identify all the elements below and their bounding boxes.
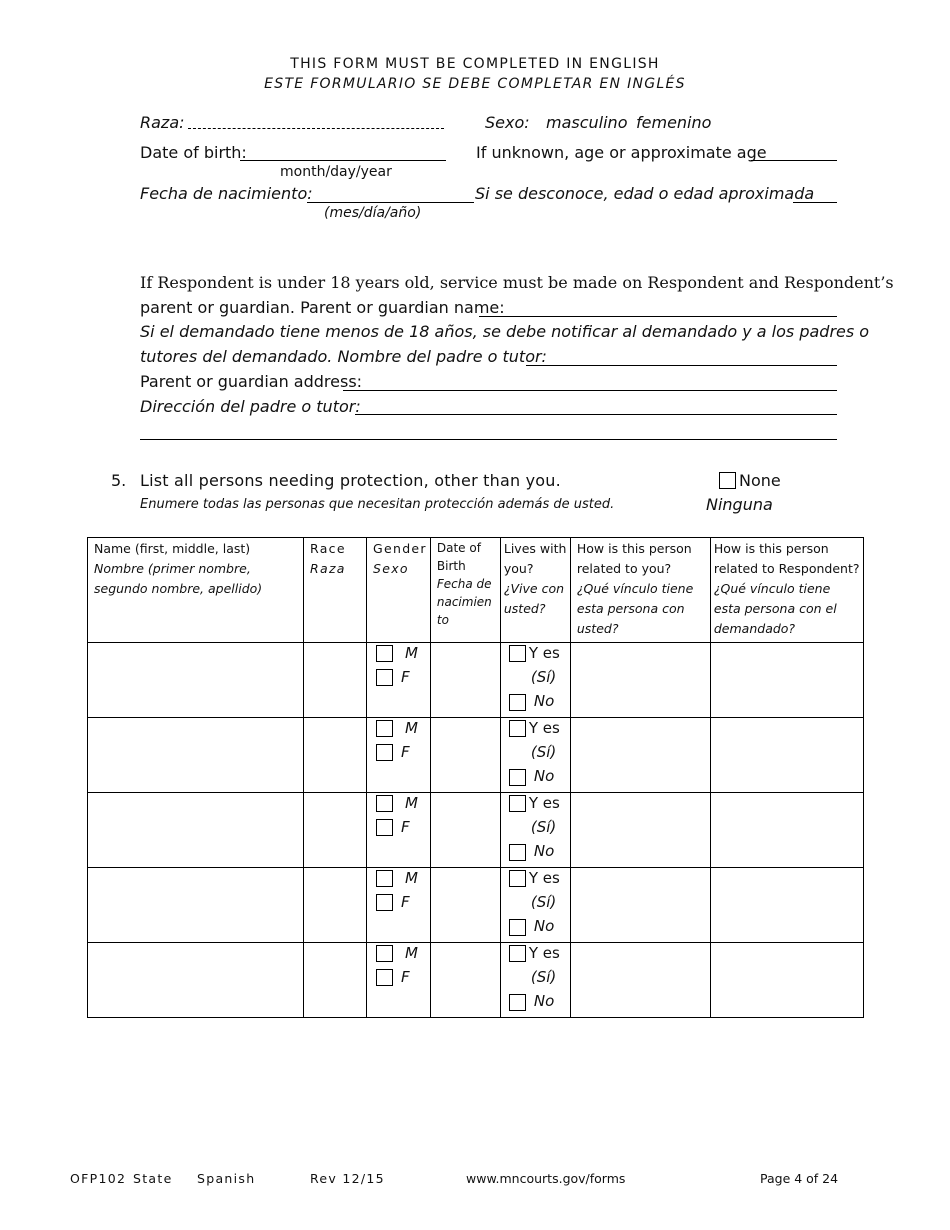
dob-label: Date of birth: bbox=[140, 143, 247, 162]
footer-form-number: OFP102 bbox=[70, 1171, 127, 1186]
lives-cell bbox=[500, 943, 570, 1018]
minor-notice-es: Si el demandado tiene menos de 18 años, se debe notificar al demandado y a los padres o bbox=[140, 322, 870, 341]
footer-state: State bbox=[133, 1171, 173, 1186]
guardian-name-label: parent or guardian. Parent or guardian name: bbox=[140, 298, 505, 317]
name-cell[interactable] bbox=[88, 643, 304, 718]
gender-m-label: M bbox=[405, 944, 418, 962]
gender-f-checkbox[interactable] bbox=[376, 744, 393, 761]
lives-cell bbox=[500, 793, 570, 868]
lives-cell bbox=[500, 643, 570, 718]
sexo-masculino-option[interactable]: masculino bbox=[546, 113, 628, 132]
table-header-row bbox=[88, 538, 864, 643]
fecha-label: Fecha de nacimiento: bbox=[140, 184, 313, 203]
header-related-you-en: How is this person related to you? bbox=[576, 541, 692, 576]
related-you-cell[interactable] bbox=[570, 868, 710, 943]
lives-no-checkbox[interactable] bbox=[509, 919, 526, 936]
guardian-address-label: Parent or guardian address: bbox=[140, 372, 363, 391]
guardian-name-es-label: tutores del demandado. Nombre del padre o tutor: bbox=[140, 347, 547, 366]
guardian-address-es-label: Dirección del padre o tutor: bbox=[140, 397, 361, 416]
guardian-address-extra-line[interactable] bbox=[140, 439, 837, 440]
header-related-you-es: ¿Qué vínculo tiene esta persona con usted? bbox=[576, 581, 694, 636]
guardian-address-input-line[interactable] bbox=[343, 390, 837, 391]
header-lives-es: ¿Vive con usted? bbox=[503, 581, 565, 616]
header-lives bbox=[500, 538, 570, 643]
header-name-es: Nombre (primer nombre, segundo nombre, apellido) bbox=[94, 561, 263, 596]
name-cell[interactable] bbox=[88, 793, 304, 868]
related-you-cell[interactable] bbox=[570, 943, 710, 1018]
header-race-es: Raza bbox=[310, 561, 346, 576]
fecha-hint: (mes/día/año) bbox=[324, 205, 422, 221]
related-you-cell[interactable] bbox=[570, 793, 710, 868]
raza-input-line[interactable] bbox=[188, 128, 444, 129]
lives-si-label: (Sí) bbox=[530, 743, 557, 761]
gender-cell bbox=[367, 643, 431, 718]
footer-language: Spanish bbox=[197, 1171, 256, 1186]
unknown-age-input-line[interactable] bbox=[751, 160, 837, 161]
lives-yes-checkbox[interactable] bbox=[509, 720, 526, 737]
lives-si-label: (Sí) bbox=[530, 968, 557, 986]
gender-f-checkbox[interactable] bbox=[376, 669, 393, 686]
gender-m-label: M bbox=[405, 719, 418, 737]
header-gender-en: Gender bbox=[373, 541, 427, 556]
gender-f-checkbox[interactable] bbox=[376, 894, 393, 911]
gender-f-checkbox[interactable] bbox=[376, 819, 393, 836]
lives-yes-checkbox[interactable] bbox=[509, 795, 526, 812]
lives-yes-label: Y es bbox=[528, 869, 560, 887]
header-related-respondent-es: ¿Qué vínculo tiene esta persona con el demandado? bbox=[713, 581, 837, 636]
name-cell[interactable] bbox=[88, 943, 304, 1018]
persons-table bbox=[87, 537, 864, 1018]
gender-m-checkbox[interactable] bbox=[376, 645, 393, 662]
related-respondent-cell[interactable] bbox=[710, 718, 863, 793]
gender-cell bbox=[367, 943, 431, 1018]
header-race-en: Race bbox=[310, 541, 346, 556]
lives-no-checkbox[interactable] bbox=[509, 694, 526, 711]
lives-cell bbox=[500, 868, 570, 943]
lives-yes-label: Y es bbox=[528, 944, 560, 962]
gender-f-checkbox[interactable] bbox=[376, 969, 393, 986]
lives-yes-label: Y es bbox=[528, 644, 560, 662]
lives-no-label: No bbox=[533, 992, 555, 1010]
dob-cell[interactable] bbox=[430, 868, 500, 943]
lives-no-label: No bbox=[533, 767, 555, 785]
sexo-femenino-option[interactable]: femenino bbox=[636, 113, 712, 132]
lives-yes-checkbox[interactable] bbox=[509, 945, 526, 962]
lives-cell bbox=[500, 718, 570, 793]
gender-f-label: F bbox=[401, 893, 410, 911]
gender-m-label: M bbox=[405, 644, 418, 662]
none-checkbox[interactable] bbox=[719, 472, 736, 489]
related-respondent-cell[interactable] bbox=[710, 943, 863, 1018]
edad-label: Si se desconoce, edad o edad aproximada bbox=[475, 184, 815, 203]
table-row bbox=[88, 643, 864, 718]
ninguna-label: Ninguna bbox=[706, 495, 773, 514]
lives-no-checkbox[interactable] bbox=[509, 769, 526, 786]
section-number: 5. bbox=[111, 471, 127, 490]
name-cell[interactable] bbox=[88, 868, 304, 943]
sexo-label: Sexo: bbox=[485, 113, 530, 132]
lives-si-label: (Sí) bbox=[530, 893, 557, 911]
race-cell[interactable] bbox=[304, 793, 367, 868]
footer-url[interactable]: www.mncourts.gov/forms bbox=[466, 1171, 626, 1186]
minor-notice-en: If Respondent is under 18 years old, service must be made on Respondent and Respondent’s bbox=[140, 273, 894, 292]
dob-cell[interactable] bbox=[430, 793, 500, 868]
header-race bbox=[304, 538, 367, 643]
lives-yes-checkbox[interactable] bbox=[509, 645, 526, 662]
header-gender-es: Sexo bbox=[373, 561, 409, 576]
race-cell[interactable] bbox=[304, 718, 367, 793]
header-gender bbox=[367, 538, 431, 643]
lives-no-label: No bbox=[533, 692, 555, 710]
header-related-you bbox=[570, 538, 710, 643]
table-row bbox=[88, 943, 864, 1018]
dob-cell[interactable] bbox=[430, 718, 500, 793]
header-english: THIS FORM MUST BE COMPLETED IN ENGLISH bbox=[290, 56, 660, 72]
header-related-respondent bbox=[710, 538, 863, 643]
header-name-en: Name (first, middle, last) bbox=[94, 541, 251, 556]
unknown-age-label: If unknown, age or approximate age bbox=[476, 143, 767, 162]
lives-yes-checkbox[interactable] bbox=[509, 870, 526, 887]
section-title: List all persons needing protection, other than you. bbox=[140, 471, 561, 490]
gender-m-checkbox[interactable] bbox=[376, 795, 393, 812]
header-name bbox=[88, 538, 304, 643]
related-respondent-cell[interactable] bbox=[710, 868, 863, 943]
gender-f-label: F bbox=[401, 968, 410, 986]
lives-yes-label: Y es bbox=[528, 719, 560, 737]
related-respondent-cell[interactable] bbox=[710, 793, 863, 868]
gender-cell bbox=[367, 868, 431, 943]
gender-cell bbox=[367, 718, 431, 793]
none-label: None bbox=[739, 471, 781, 490]
race-cell[interactable] bbox=[304, 943, 367, 1018]
gender-m-checkbox[interactable] bbox=[376, 945, 393, 962]
related-you-cell[interactable] bbox=[570, 643, 710, 718]
lives-no-checkbox[interactable] bbox=[509, 844, 526, 861]
gender-m-checkbox[interactable] bbox=[376, 870, 393, 887]
edad-input-line[interactable] bbox=[793, 202, 837, 203]
related-you-cell[interactable] bbox=[570, 718, 710, 793]
header-dob-es: Fecha de nacimien to bbox=[436, 577, 492, 627]
lives-si-label: (Sí) bbox=[530, 818, 557, 836]
dob-cell[interactable] bbox=[430, 943, 500, 1018]
dob-hint: month/day/year bbox=[280, 164, 392, 180]
header-dob-en: Date of Birth bbox=[436, 541, 481, 573]
lives-no-label: No bbox=[533, 917, 555, 935]
raza-label: Raza: bbox=[140, 113, 185, 132]
header-dob bbox=[430, 538, 500, 643]
gender-m-label: M bbox=[405, 869, 418, 887]
header-lives-en: Lives with you? bbox=[503, 541, 567, 576]
dob-cell[interactable] bbox=[430, 643, 500, 718]
guardian-name-es-input-line[interactable] bbox=[526, 365, 837, 366]
guardian-name-input-line[interactable] bbox=[479, 316, 837, 317]
footer-page: Page 4 of 24 bbox=[760, 1171, 839, 1186]
gender-cell bbox=[367, 793, 431, 868]
table-row bbox=[88, 718, 864, 793]
gender-f-label: F bbox=[401, 818, 410, 836]
dob-input-line[interactable] bbox=[240, 160, 446, 161]
gender-m-checkbox[interactable] bbox=[376, 720, 393, 737]
fecha-input-line[interactable] bbox=[307, 202, 474, 203]
guardian-address-es-input-line[interactable] bbox=[355, 414, 837, 415]
race-cell[interactable] bbox=[304, 868, 367, 943]
gender-m-label: M bbox=[405, 794, 418, 812]
related-respondent-cell[interactable] bbox=[710, 643, 863, 718]
section-title-es: Enumere todas las personas que necesitan protección además de usted. bbox=[140, 497, 615, 512]
lives-si-label: (Sí) bbox=[530, 668, 557, 686]
name-cell[interactable] bbox=[88, 718, 304, 793]
table-row bbox=[88, 868, 864, 943]
race-cell[interactable] bbox=[304, 643, 367, 718]
lives-no-label: No bbox=[533, 842, 555, 860]
gender-f-label: F bbox=[401, 743, 410, 761]
lives-yes-label: Y es bbox=[528, 794, 560, 812]
gender-f-label: F bbox=[401, 668, 410, 686]
header-spanish: ESTE FORMULARIO SE DEBE COMPLETAR EN INGLÉS bbox=[264, 76, 686, 92]
header-related-respondent-en: How is this person related to Respondent? bbox=[713, 541, 860, 576]
lives-no-checkbox[interactable] bbox=[509, 994, 526, 1011]
table-row bbox=[88, 793, 864, 868]
footer-revision: Rev 12/15 bbox=[310, 1171, 385, 1186]
